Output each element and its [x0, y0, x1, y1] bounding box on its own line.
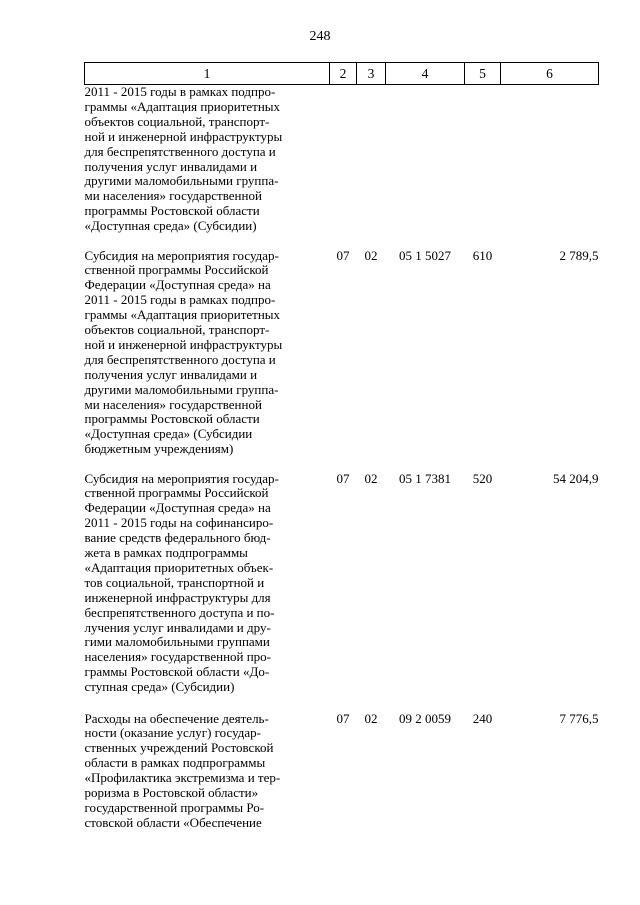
header-row	[85, 63, 599, 85]
row-expense-type: 520	[472, 470, 493, 486]
budget-table	[84, 62, 599, 831]
row-amount	[501, 85, 599, 249]
row-subsection-code: 02	[364, 710, 378, 726]
row-amount: 7 776,5	[559, 710, 599, 726]
row-target-code: 05 1 7381	[399, 470, 451, 486]
page-number: 248	[309, 29, 331, 44]
row-description: Субсидия на мероприятия государ- ственной программы Российской Федерации «Доступная среда» на 2011 - 2015 годы на софинансиро- вание средств федерального бюд- жета в рамках подпрограммы «Адаптация приоритетных объек- тов социальной, транспортной и инженерной инфраструктуры для беспрепятственного доступа и по- лучения услуг инвалидами и дру- гими маломобильными группами населения» государственной про- граммы Ростовской области «До- ступная среда» (Субсидии)	[84, 470, 279, 695]
row-target-code	[386, 85, 465, 249]
row-section-code: 07	[336, 470, 350, 486]
row-section-code	[330, 85, 357, 249]
table-row	[85, 472, 599, 712]
table-row	[85, 712, 599, 831]
row-subsection-code	[357, 85, 386, 249]
row-section-code: 07	[336, 247, 350, 263]
row-amount: 54 204,9	[553, 470, 599, 486]
column-header-1: 1	[85, 63, 330, 85]
row-target-code: 09 2 0059	[399, 710, 451, 726]
column-header-3: 3	[357, 63, 386, 85]
row-expense-type	[465, 85, 501, 249]
column-header-2: 2	[330, 63, 357, 85]
row-description: Субсидия на мероприятия государ- ственной программы Российской Федерации «Доступная среда» на 2011 - 2015 годы в рамках подпро- граммы «Адаптация приоритетных объектов социальной, транспорт- ной и инженерной инфраструктуры для беспрепятственного доступа и получения услуг инвалидами и другими маломобильными группа- ми населения» государственной программы Ростовской области «Доступная среда» (Субсидии бюджетным учреждениям)	[84, 247, 283, 457]
row-section-code: 07	[336, 710, 350, 726]
table-row	[85, 85, 599, 249]
row-target-code: 05 1 5027	[399, 247, 451, 263]
row-subsection-code: 02	[364, 247, 378, 263]
row-subsection-code: 02	[364, 470, 378, 486]
table-row	[85, 249, 599, 472]
column-header-4: 4	[386, 63, 465, 85]
column-header-5: 5	[465, 63, 501, 85]
row-description: Расходы на обеспечение деятель- ности (оказание услуг) государ- ственных учреждений Ростовской области в рамках подпрограммы «Профилактика экстремизма и тер- роризма в Ростовской области» государственной программы Ро- стовской области «Обеспечение	[84, 710, 281, 830]
column-header-6: 6	[501, 63, 599, 85]
row-amount: 2 789,5	[559, 247, 599, 263]
row-expense-type: 610	[472, 247, 493, 263]
row-expense-type: 240	[472, 710, 493, 726]
row-description: 2011 - 2015 годы в рамках подпро- граммы «Адаптация приоритетных объектов социальной, транспорт- ной и инженерной инфраструктуры для беспрепятственного доступа и получения услуг инвалидами и другими маломобильными группа- ми населения» государственной программы Ростовской области «Доступная среда» (Субсидии)	[84, 84, 283, 234]
